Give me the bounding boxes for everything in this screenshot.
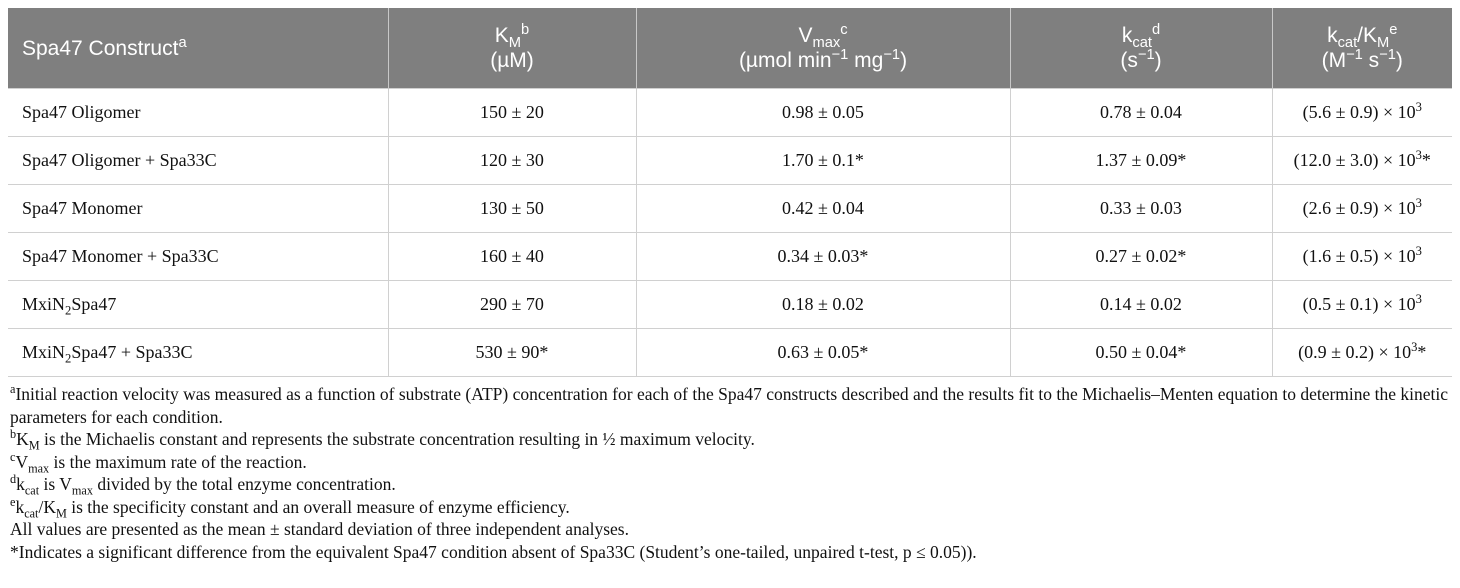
cell-km: 130 ± 50 [388,185,636,233]
cell-kcat: 0.27 ± 0.02* [1010,233,1272,281]
cell-kcat-km: $(5.6 \pm 0.9) \times 10^3$ [1272,89,1452,137]
cell-km: 530 ± 90* [388,329,636,377]
cell-km: 290 ± 70 [388,281,636,329]
footnote-significance: *Indicates a significant difference from the equivalent Spa47 condition absent of Spa33C (Student’s one-tailed, unpaired t-test, p ≤ 0.05)). [10,541,977,562]
footnote-a: $^a$Initial reaction velocity was measured as a function of substrate (ATP) concentration for each of the Spa47 constructs described and the results fit to the Michaelis–Menten equation to determine the kinetic parameters for each condition. [10,382,1449,427]
footnote-c: $^cV_{max}$ is the maximum rate of the reaction. [10,449,307,475]
header-row [8,8,1452,89]
table-row [8,233,1452,281]
cell-vmax: 0.42 ± 0.04 [636,185,1010,233]
cell-km: 120 ± 30 [388,137,636,185]
header-kcat-km: $k_{cat}/K_M^e$ ($M^{-1}$ $s^{-1}$) [1272,8,1452,89]
cell-kcat-km: $(2.6 \pm 0.9) \times 10^3$ [1272,185,1452,233]
cell-vmax: 1.70 ± 0.1* [636,137,1010,185]
cell-construct: Spa47 Monomer + Spa33C [8,233,388,281]
cell-kcat: 1.37 ± 0.09* [1010,137,1272,185]
header-kcat: $k_{cat}^d$ $(s^{-1})$ [1010,8,1272,89]
cell-construct: Spa47 Monomer [8,185,388,233]
table-row [8,185,1452,233]
cell-vmax: 0.98 ± 0.05 [636,89,1010,137]
cell-vmax: 0.18 ± 0.02 [636,281,1010,329]
kinetics-table [8,8,1452,377]
header-construct: Spa47 Construct$^a$ [8,8,388,89]
cell-kcat-km: $(0.9 \pm 0.2) \times 10^3*$ [1272,329,1452,377]
cell-kcat: 0.33 ± 0.03 [1010,185,1272,233]
header-km: $K_M^b$ (µM) [388,8,636,89]
cell-kcat: 0.78 ± 0.04 [1010,89,1272,137]
footnote-b: $^bK_M$ is the Michaelis constant and represents the substrate concentration resulting in ½ maximum velocity. [10,427,755,453]
cell-kcat-km: $(1.6 \pm 0.5) \times 10^3$ [1272,233,1452,281]
cell-vmax: 0.63 ± 0.05* [636,329,1010,377]
cell-kcat: 0.50 ± 0.04* [1010,329,1272,377]
cell-km: 160 ± 40 [388,233,636,281]
header-vmax: $V_{max}^c$ (µmol $\min^{-1} mg^{-1}$) [636,8,1010,89]
table-row [8,329,1452,377]
footnote-e: $^ek_{cat}/K_M$ is the specificity constant and an overall measure of enzyme efficiency. [10,494,570,520]
footnote-d: $^dk_{cat}$ is $V_{max}$ divided by the total enzyme concentration. [10,472,396,498]
cell-km: 150 ± 20 [388,89,636,137]
cell-construct: MxiN$_2$Spa47 [8,281,388,329]
cell-construct: Spa47 Oligomer + Spa33C [8,137,388,185]
cell-kcat-km: $(12.0 \pm 3.0) \times 10^3*$ [1272,137,1452,185]
table-row [8,89,1452,137]
cell-kcat-km: $(0.5 \pm 0.1) \times 10^3$ [1272,281,1452,329]
table-row [8,137,1452,185]
footnote-all-values: All values are presented as the mean ± standard deviation of three independent analyses. [10,519,629,539]
footnotes [8,383,1452,563]
table-row [8,281,1452,329]
cell-construct: MxiN$_2$Spa47 + Spa33C [8,329,388,377]
cell-construct: Spa47 Oligomer [8,89,388,137]
document [8,8,1452,563]
cell-kcat: 0.14 ± 0.02 [1010,281,1272,329]
cell-vmax: 0.34 ± 0.03* [636,233,1010,281]
